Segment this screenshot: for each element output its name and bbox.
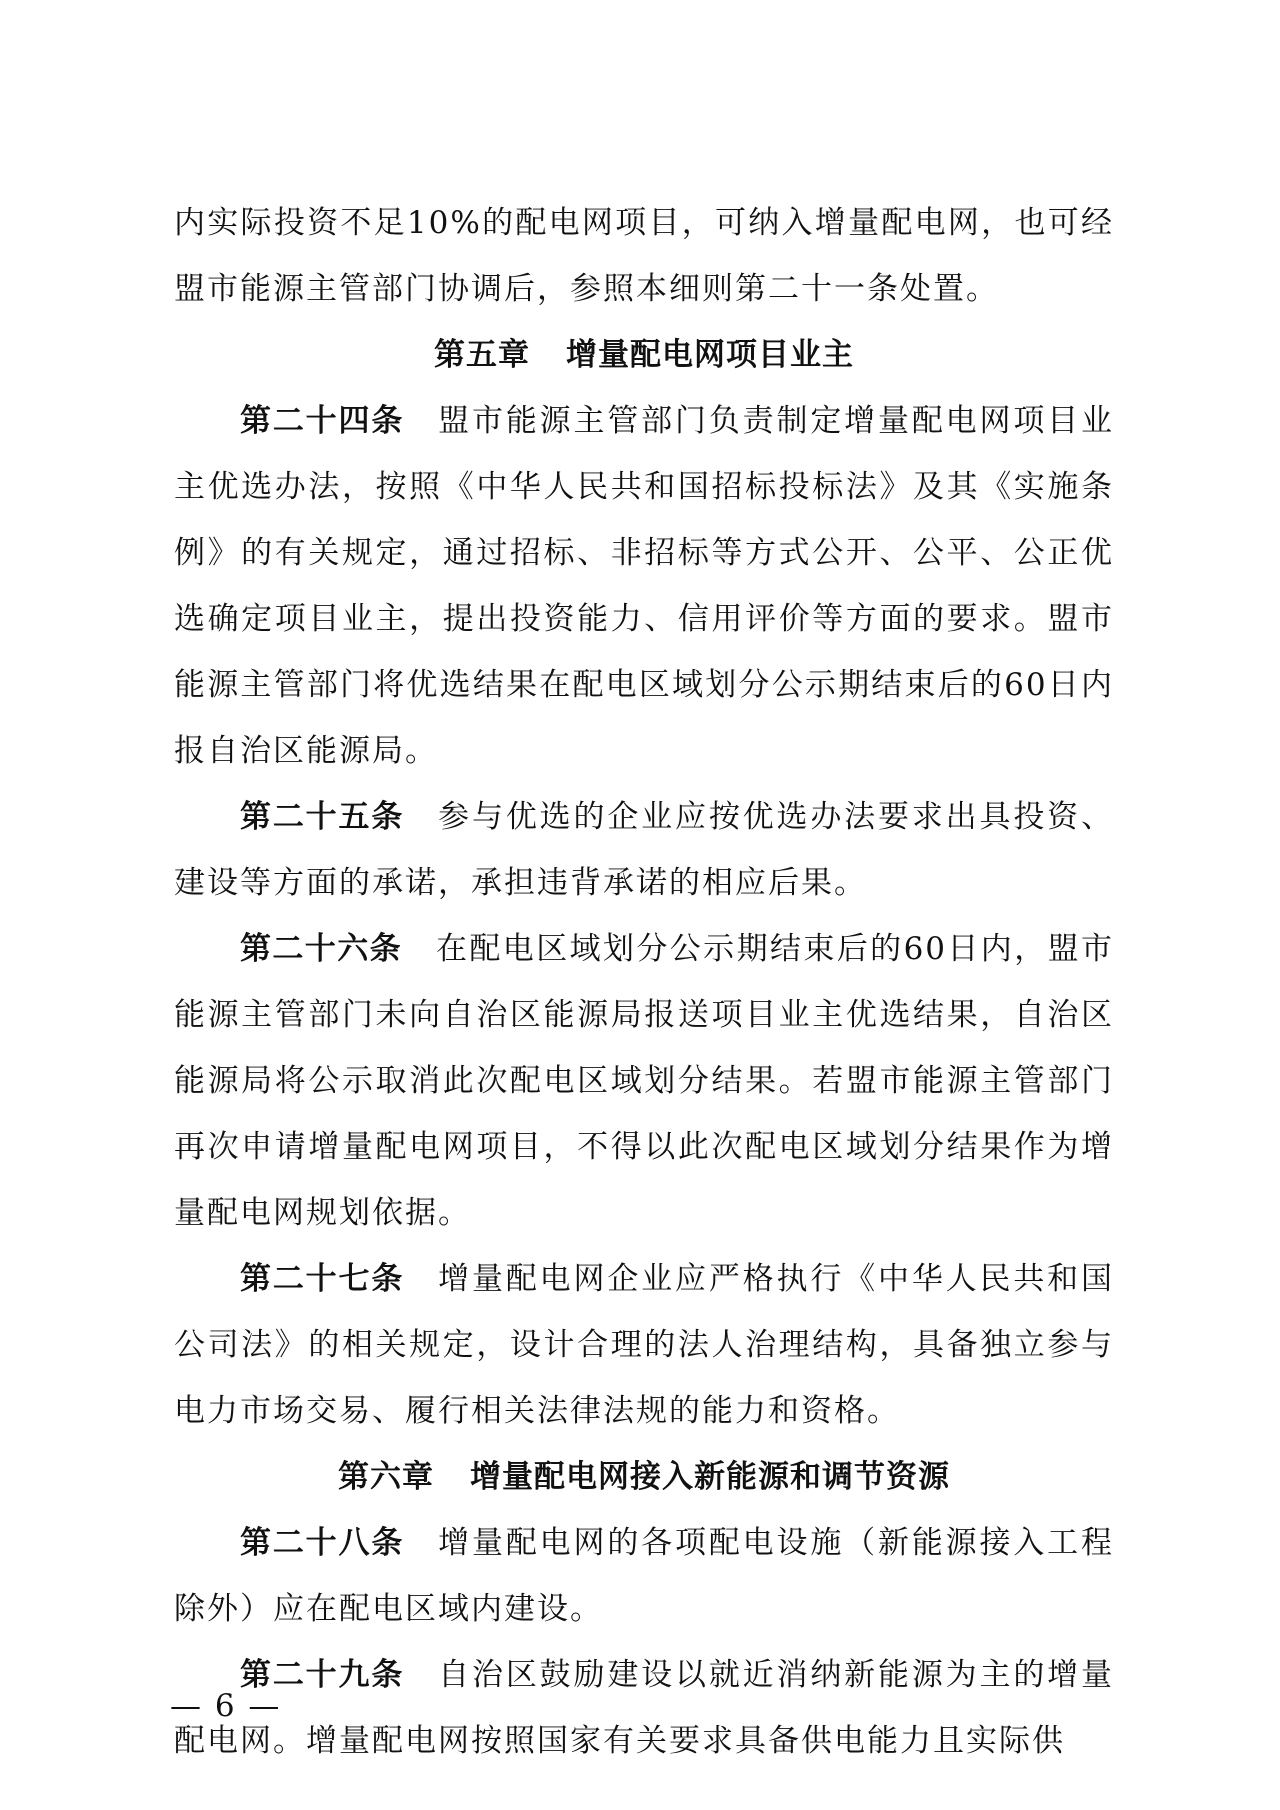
article-label: 第二十八条 [240,1525,405,1561]
chapter-title: 增量配电网接入新能源和调节资源 [470,1459,950,1495]
article-label: 第二十五条 [240,799,405,835]
article-text: 增量配电网的各项配电设施（新能源接入工程除外）应在配电区域内建设。 [174,1525,1115,1627]
continuation-paragraph: 内实际投资不足10%的配电网项目，可纳入增量配电网，也可经盟市能源主管部门协调后，参照本细则第二十一条处置。 [174,205,1114,307]
article-27 [174,1246,1114,1444]
article-label: 第二十四条 [240,403,405,439]
article-29 [174,1642,1114,1774]
article-24 [174,388,1114,784]
chapter-number: 第五章 [434,337,530,373]
article-text: 自治区鼓励建设以就近消纳新能源为主的增量配电网。增量配电网按照国家有关要求具备供电能力且实际供 [174,1657,1115,1759]
article-28 [174,1510,1114,1642]
chapter-heading-6 [174,1444,1114,1510]
article-26 [174,916,1114,1246]
article-text: 盟市能源主管部门负责制定增量配电网项目业主优选办法，按照《中华人民共和国招标投标法》及其《实施条例》的有关规定，通过招标、非招标等方式公开、公平、公正优选确定项目业主，提出投资能力、信用评价等方面的要求。盟市能源主管部门将优选结果在配电区域划分公示期结束后的60日内报自治区能源局。 [174,403,1115,769]
document-body [174,190,1114,1774]
article-25 [174,784,1114,916]
chapter-number: 第六章 [338,1459,434,1495]
article-text: 在配电区域划分公示期结束后的60日内，盟市能源主管部门未向自治区能源局报送项目业主优选结果，自治区能源局将公示取消此次配电区域划分结果。若盟市能源主管部门再次申请增量配电网项目，不得以此次配电区域划分结果作为增量配电网规划依据。 [174,931,1115,1231]
chapter-heading-5 [174,322,1114,388]
article-text: 增量配电网企业应严格执行《中华人民共和国公司法》的相关规定，设计合理的法人治理结构，具备独立参与电力市场交易、履行相关法律法规的能力和资格。 [174,1261,1115,1429]
chapter-title: 增量配电网项目业主 [566,337,854,373]
article-label: 第二十七条 [240,1261,405,1297]
article-label: 第二十六条 [240,931,402,967]
article-label: 第二十九条 [240,1657,405,1693]
page-number: — 6 — [170,1688,282,1724]
article-text: 参与优选的企业应按优选办法要求出具投资、建设等方面的承诺，承担违背承诺的相应后果。 [174,799,1115,901]
